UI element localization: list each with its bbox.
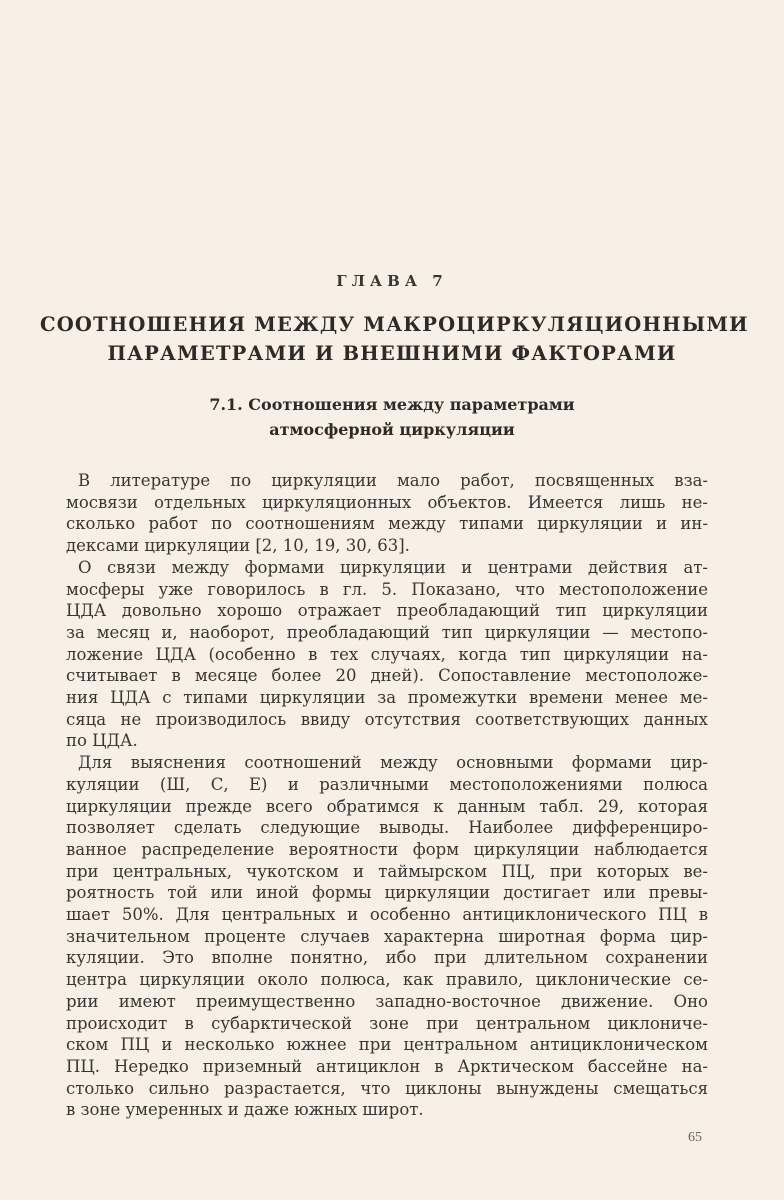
body-line: В литературе по циркуляции мало работ, посвященных вза- (78, 471, 708, 490)
body-line: сколько работ по соотношениям между типами циркуляции и ин- (66, 514, 708, 534)
chapter-title-line: СООТНОШЕНИЯ МЕЖДУ МАКРОЦИРКУЛЯЦИОННЫМИ (40, 313, 749, 336)
body-line: столько сильно разрастается, что циклоны вынуждены смещаться (66, 1078, 708, 1098)
body-line: ском ПЦ и несколько южнее при центральном антициклоническом (66, 1035, 708, 1055)
body-line: Для выяснения соотношений между основными формами цир- (78, 753, 708, 773)
body-line: роятность той или иной формы циркуляции достигает или превы- (66, 883, 708, 903)
body-line: ЦДА довольно хорошо отражает преобладающий тип циркуляции (66, 601, 708, 621)
body-line: позволяет сделать следующие выводы. Наиболее дифференциро- (66, 818, 708, 838)
body-line: куляции (Ш, С, Е) и различными местоположениями полюса (66, 774, 708, 794)
body-line: куляции. Это вполне понятно, ибо при длительном сохранении (66, 948, 708, 968)
section-title-line: атмосферной циркуляции (269, 420, 515, 439)
body-line: шает 50%. Для центральных и особенно антициклонического ПЦ в (66, 905, 708, 925)
body-line: при центральных, чукотском и таймырском ПЦ, при которых ве- (66, 861, 708, 881)
body-line: мосферы уже говорилось в гл. 5. Показано, что местоположение (66, 579, 708, 599)
body-line: ложение ЦДА (особенно в тех случаях, когда тип циркуляции на- (66, 644, 708, 664)
body-text (66, 470, 708, 1121)
chapter-title (40, 310, 749, 368)
page-number: 65 (688, 1130, 702, 1145)
body-line: ванное распределение вероятности форм циркуляции наблюдается (66, 839, 708, 859)
body-line: происходит в субарктической зоне при центральном циклониче- (66, 1013, 708, 1033)
chapter-title-line: ПАРАМЕТРАМИ И ВНЕШНИМИ ФАКТОРАМИ (107, 342, 677, 365)
body-line: О связи между формами циркуляции и центрами действия ат- (78, 557, 708, 577)
section-title-line: 7.1. Соотношения между параметрами (209, 395, 575, 414)
body-line: считывает в месяце более 20 дней). Сопоставление местоположе- (66, 666, 708, 686)
body-line: ПЦ. Нередко приземный антициклон в Арктическом бассейне на- (66, 1056, 708, 1076)
body-line: рии имеют преимущественно западно-восточное движение. Оно (66, 991, 708, 1011)
chapter-label: ГЛАВА 7 (336, 272, 448, 290)
section-title (100, 392, 684, 442)
body-line: ния ЦДА с типами циркуляции за промежутки времени менее ме- (66, 688, 708, 708)
body-line: центра циркуляции около полюса, как правило, циклонические се- (66, 970, 708, 990)
body-line: мосвязи отдельных циркуляционных объектов. Имеется лишь не- (66, 492, 708, 512)
body-line: в зоне умеренных и даже южных широт. (66, 1100, 424, 1120)
body-line: дексами циркуляции [2, 10, 19, 30, 63]. (66, 536, 410, 556)
body-line: сяца не производилось ввиду отсутствия соответствующих данных (66, 709, 708, 729)
body-line: циркуляции прежде всего обратимся к данным табл. 29, которая (66, 796, 708, 816)
body-line: за месяц и, наоборот, преобладающий тип циркуляции — местопо- (66, 622, 708, 642)
body-line: по ЦДА. (66, 731, 138, 751)
body-line: значительном проценте случаев характерна широтная форма цир- (66, 926, 708, 946)
